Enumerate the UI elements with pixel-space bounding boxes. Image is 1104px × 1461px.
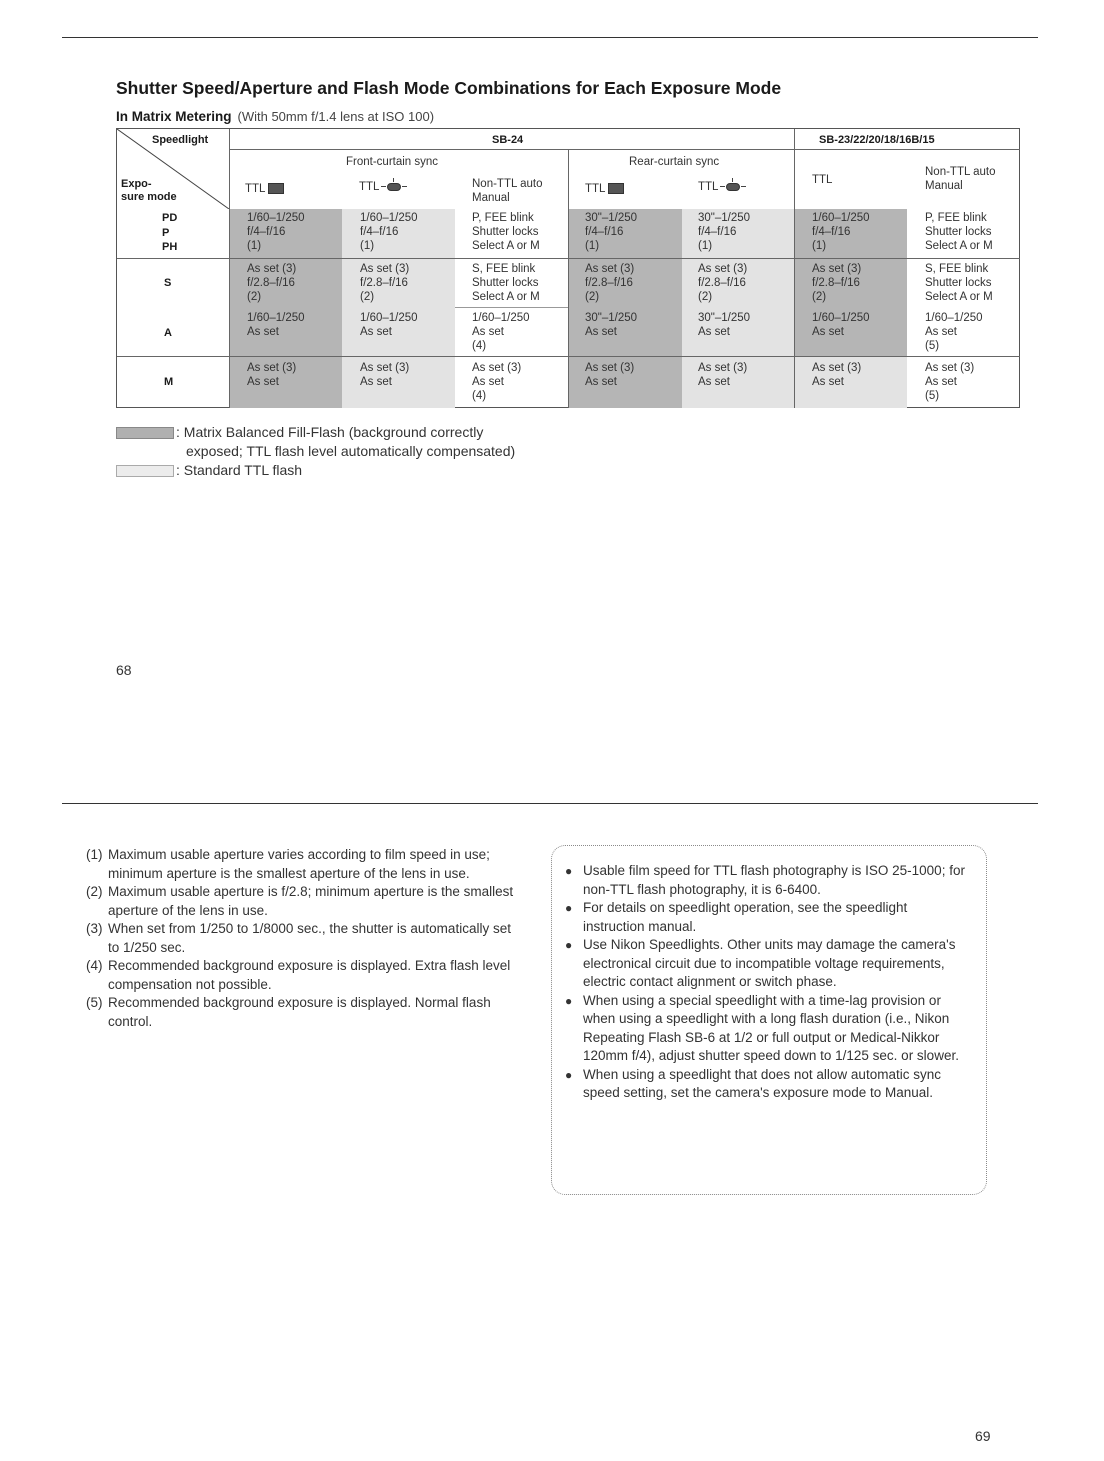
bullet-dot-icon: ● <box>565 864 573 878</box>
cell-line: 30"–1/250 <box>585 312 638 324</box>
cell-line: P, FEE blink <box>472 212 534 224</box>
subtitle <box>116 109 434 124</box>
p-c7 <box>925 211 993 253</box>
cell-line: As set (3) <box>698 263 748 275</box>
grid-v2 <box>794 129 795 408</box>
s-c2 <box>360 262 409 304</box>
footnote-text: When set from 1/250 to 1/8000 sec., the shutter is automatically set to 1/250 sec. <box>108 921 511 955</box>
ttl-text: TTL <box>698 181 719 194</box>
cell-line: 1/60–1/250 <box>360 212 418 224</box>
cell-line: 30"–1/250 <box>698 212 751 224</box>
cell-line: 1/60–1/250 <box>472 312 530 324</box>
cell-line: As set (3) <box>360 362 410 374</box>
bullet-text: Use Nikon Speedlights. Other units may damage the camera's electronical circuit due to incompatible voltage requirements, electric contact alignment or switch phase. <box>583 937 956 989</box>
bullet-item <box>563 992 971 1066</box>
cell-line: As set (3) <box>812 362 862 374</box>
m-c2 <box>360 361 409 389</box>
cell-line: 1/60–1/250 <box>247 312 305 324</box>
mode-a: A <box>164 327 172 339</box>
flash-ray <box>381 186 386 187</box>
cell-line: (1) <box>247 240 262 252</box>
cell-line: 1/60–1/250 <box>925 312 983 324</box>
footnote-num: (5) <box>86 995 103 1010</box>
col1-ttl <box>245 182 284 196</box>
cell-line: 30"–1/250 <box>585 212 638 224</box>
footnote-text: Maximum usable aperture is f/2.8; minimum aperture is the smallest aperture of the lens in use. <box>108 884 514 918</box>
flash-ray <box>720 186 725 187</box>
mode-pd: PD <box>162 212 178 224</box>
footnote <box>86 846 524 883</box>
p-c4 <box>585 211 637 253</box>
cell-line: As set (3) <box>812 263 862 275</box>
matrix-flash-icon <box>608 183 624 194</box>
mode-s: S <box>164 277 172 289</box>
m-c4 <box>585 361 634 389</box>
cell-line: As set <box>472 376 504 388</box>
legend-dark-swatch <box>116 427 174 439</box>
cell-line: (4) <box>472 340 487 352</box>
cell-line: 1/60–1/250 <box>812 312 870 324</box>
footnotes <box>86 846 524 1031</box>
cell-line: S, FEE blink <box>472 263 536 275</box>
cell-line: As set (3) <box>472 362 522 374</box>
cell-line: As set (3) <box>585 263 635 275</box>
cell-line: As set <box>698 376 730 388</box>
footnote-text: Recommended background exposure is displayed. Normal flash control. <box>108 995 491 1029</box>
cell-line: 1/60–1/250 <box>812 212 870 224</box>
flash-ray <box>402 186 407 187</box>
cell-line: (1) <box>585 240 600 252</box>
bullet-text: Usable film speed for TTL flash photography is ISO 25-1000; for non-TTL flash photography, it is 6-6400. <box>583 863 965 897</box>
cell-line: As set (3) <box>698 362 748 374</box>
grid-h-p <box>117 258 1020 259</box>
cell-line: As set (3) <box>925 362 975 374</box>
cell-line: As set <box>585 326 617 338</box>
subtitle-note: (With 50mm f/1.4 lens at ISO 100) <box>237 109 435 124</box>
col3-header <box>472 177 543 205</box>
bullet-text: When using a special speedlight with a time-lag provision or when using a speedlight with a long flash duration (i.e., Nikon Repeating Flash SB-6 at 1/2 or full output or Medical-Nikkor 120mm f/4), adjust shutter speed down to 1/125 sec. or slower. <box>583 992 959 1063</box>
s-c3 <box>472 262 540 304</box>
manual-label: Manual <box>925 180 963 192</box>
cell-line: (2) <box>698 291 713 303</box>
subtitle-bold: In Matrix Metering <box>116 109 232 124</box>
sb24-header: SB-24 <box>492 134 524 146</box>
footnote-num: (3) <box>86 921 103 936</box>
bullet-text: For details on speedlight operation, see the speedlight instruction manual. <box>583 900 908 934</box>
cell-line: f/4–f/16 <box>585 226 624 238</box>
exposure-label-1: Expo- <box>121 178 152 190</box>
cell-line: As set <box>812 326 844 338</box>
flash-ray <box>741 186 746 187</box>
cell-line: As set <box>585 376 617 388</box>
a-c3 <box>472 311 530 353</box>
exposure-label-2: sure mode <box>121 191 177 203</box>
cell-line: As set <box>360 376 392 388</box>
a-c1 <box>247 311 305 339</box>
standard-flash-icon <box>381 180 407 194</box>
page-title: Shutter Speed/Aperture and Flash Mode Combinations for Each Exposure Mode <box>116 78 782 98</box>
cell-line: As set (3) <box>247 263 297 275</box>
footnote-num: (2) <box>86 884 103 899</box>
cell-line: S, FEE blink <box>925 263 989 275</box>
notes-bullets <box>563 862 971 1103</box>
cell-line: (5) <box>925 340 940 352</box>
legend-dark-text1: : Matrix Balanced Fill-Flash (background correctly <box>176 424 484 440</box>
cell-line: Shutter locks <box>472 226 539 238</box>
sb23-header: SB-23/22/20/18/16B/15 <box>819 134 935 146</box>
page-number-top: 68 <box>116 662 132 678</box>
nonttl-label: Non-TTL auto <box>472 178 543 190</box>
legend-light-text: : Standard TTL flash <box>176 462 303 478</box>
legend-dark-line1 <box>116 423 515 442</box>
m-c7 <box>925 361 974 403</box>
m-c6 <box>812 361 861 389</box>
ttl-text: TTL <box>585 183 606 195</box>
footnote-text: Recommended background exposure is displayed. Extra flash level compensation not possible. <box>108 958 511 992</box>
cell-line: Select A or M <box>472 291 540 303</box>
cell-line: As set <box>812 376 844 388</box>
ttl-text: TTL <box>359 181 380 194</box>
s-c5 <box>698 262 747 304</box>
cell-line: Select A or M <box>925 240 993 252</box>
s-c1 <box>247 262 296 304</box>
cell-line: As set <box>247 376 279 388</box>
s-c6 <box>812 262 861 304</box>
cell-line: f/4–f/16 <box>360 226 399 238</box>
footnote-num: (1) <box>86 847 103 862</box>
footnote-num: (4) <box>86 958 103 973</box>
cell-line: (2) <box>247 291 262 303</box>
p-c5 <box>698 211 750 253</box>
cell-line: As set <box>360 326 392 338</box>
front-curtain-label: Front-curtain sync <box>346 156 439 168</box>
bullet-dot-icon: ● <box>565 901 573 915</box>
a-c7 <box>925 311 983 353</box>
cell-line: f/4–f/16 <box>698 226 737 238</box>
bottom-page-rule <box>62 803 1038 804</box>
cell-line: 30"–1/250 <box>698 312 751 324</box>
cell-line: f/2.8–f/16 <box>247 277 295 289</box>
footnote <box>86 957 524 994</box>
rear-curtain-label: Rear-curtain sync <box>629 156 720 168</box>
cell-line: (1) <box>812 240 827 252</box>
mode-p: P <box>162 227 170 239</box>
top-rule <box>62 37 1038 38</box>
a-c5 <box>698 311 750 339</box>
cell-line: f/2.8–f/16 <box>585 277 633 289</box>
cell-line: (5) <box>925 390 940 402</box>
cell-line: 1/60–1/250 <box>360 312 418 324</box>
cell-line: 1/60–1/250 <box>247 212 305 224</box>
footnote <box>86 994 524 1031</box>
flash-box <box>387 183 401 191</box>
col6-ttl: TTL <box>812 174 833 186</box>
bullet-dot-icon: ● <box>565 993 573 1008</box>
grid-v3 <box>568 149 569 408</box>
mode-ph: PH <box>162 241 178 253</box>
flash-ray <box>393 178 394 182</box>
bullet-text: When using a speedlight that does not allow automatic sync speed setting, set the camera's exposure mode to Manual. <box>583 1066 941 1100</box>
matrix-flash-icon <box>268 183 284 194</box>
mode-m: M <box>164 376 174 388</box>
bullet-item <box>563 936 971 992</box>
legend-light-line <box>116 461 515 480</box>
bullet-item <box>563 899 971 936</box>
standard-flash-icon <box>720 180 746 194</box>
p-c6 <box>812 211 870 253</box>
p-c3 <box>472 211 540 253</box>
cell-line: (2) <box>585 291 600 303</box>
grid-h-s-note <box>455 307 568 308</box>
m-c3 <box>472 361 521 403</box>
cell-line: As set (3) <box>247 362 297 374</box>
footnote <box>86 883 524 920</box>
cell-line: As set <box>247 326 279 338</box>
combination-table <box>116 128 1020 408</box>
col7-header <box>925 165 996 193</box>
cell-line: Shutter locks <box>925 226 992 238</box>
nonttl-label: Non-TTL auto <box>925 166 996 178</box>
cell-line: As set <box>472 326 504 338</box>
cell-line: As set (3) <box>585 362 635 374</box>
manual-label: Manual <box>472 192 510 204</box>
cell-line: P, FEE blink <box>925 212 987 224</box>
bullet-item <box>563 862 971 899</box>
ttl-text: TTL <box>245 183 266 195</box>
s-c4 <box>585 262 634 304</box>
cell-line: Shutter locks <box>472 277 539 289</box>
cell-line: (1) <box>360 240 375 252</box>
footnote <box>86 920 524 957</box>
p-c2 <box>360 211 418 253</box>
speedlight-label: Speedlight <box>152 134 209 146</box>
bullet-dot-icon: ● <box>565 1067 573 1082</box>
cell-line: (4) <box>472 390 487 402</box>
col4-ttl <box>585 182 624 196</box>
cell-line: (2) <box>812 291 827 303</box>
legend-dark-line2: exposed; TTL flash level automatically compensated) <box>186 443 516 459</box>
bullet-dot-icon: ● <box>565 938 573 952</box>
cell-line: Shutter locks <box>925 277 992 289</box>
cell-line: f/4–f/16 <box>812 226 851 238</box>
bullet-item <box>563 1066 971 1103</box>
page-number-bottom: 69 <box>975 1428 991 1444</box>
cell-line: f/2.8–f/16 <box>698 277 746 289</box>
a-c2 <box>360 311 418 339</box>
grid-h-header <box>229 149 1020 150</box>
m-c1 <box>247 361 296 389</box>
cell-line: (2) <box>360 291 375 303</box>
cell-line: Select A or M <box>925 291 993 303</box>
a-c4 <box>585 311 637 339</box>
col5-ttl <box>698 180 746 194</box>
cell-line: Select A or M <box>472 240 540 252</box>
cell-line: f/2.8–f/16 <box>360 277 408 289</box>
p-c1 <box>247 211 305 253</box>
grid-h-m <box>117 356 1020 357</box>
cell-line: As set <box>925 376 957 388</box>
cell-line: As set (3) <box>360 263 410 275</box>
cell-line: f/2.8–f/16 <box>812 277 860 289</box>
cell-line: f/4–f/16 <box>247 226 286 238</box>
footnote-text: Maximum usable aperture varies according to film speed in use; minimum aperture is the smallest aperture of the lens in use. <box>108 847 490 881</box>
legend-dark <box>116 423 515 480</box>
flash-box <box>726 183 740 191</box>
cell-line: As set <box>698 326 730 338</box>
col2-ttl <box>359 180 407 194</box>
flash-ray <box>732 178 733 182</box>
s-c7 <box>925 262 993 304</box>
m-c5 <box>698 361 747 389</box>
cell-line: (1) <box>698 240 713 252</box>
a-c6 <box>812 311 870 339</box>
legend-light-swatch <box>116 465 174 477</box>
cell-line: As set <box>925 326 957 338</box>
